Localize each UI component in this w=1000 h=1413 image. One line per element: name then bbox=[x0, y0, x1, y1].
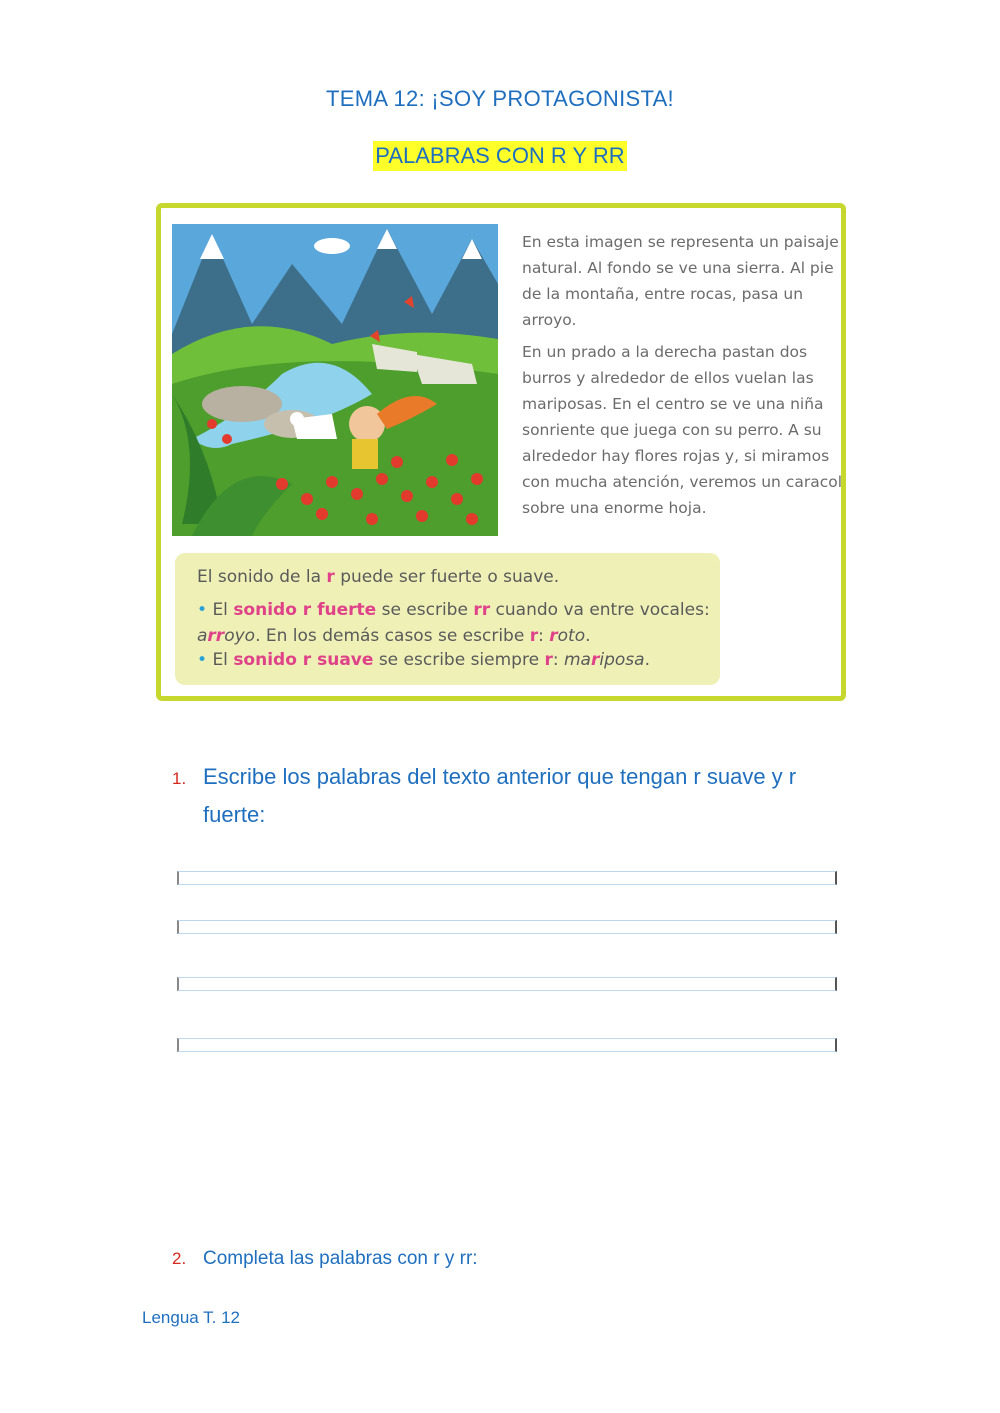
question-2-text: Completa las palabras con r y rr: bbox=[203, 1248, 478, 1269]
story-paragraph-2: En un prado a la derecha pastan dos burros y alrededor de ellos vuelan las mariposas. En el centro se ve una niña sonriente que juega con su perro. A su alrededor hay flores rojas y, si miramos con mucha atención, veremos un caracol sobre una enorme hoja. bbox=[522, 343, 843, 517]
bullet-icon: • bbox=[197, 600, 208, 620]
question-2 bbox=[172, 1248, 478, 1270]
answer-input-2[interactable] bbox=[177, 920, 837, 934]
landscape-illustration bbox=[172, 224, 498, 536]
answer-input-4[interactable] bbox=[177, 1038, 837, 1052]
page-title: TEMA 12: ¡SOY PROTAGONISTA! bbox=[326, 86, 674, 111]
page-footer: Lengua T. 12 bbox=[142, 1308, 240, 1327]
rule-intro: El sonido de la r puede ser fuerte o suave. bbox=[197, 567, 560, 587]
answer-input-3[interactable] bbox=[177, 977, 837, 991]
question-2-number: 2. bbox=[172, 1249, 187, 1268]
question-1-number: 1. bbox=[172, 769, 187, 788]
answer-input-1[interactable] bbox=[177, 871, 837, 885]
story-text bbox=[522, 229, 842, 527]
page-subtitle: PALABRAS CON R Y RR bbox=[373, 141, 626, 171]
bullet-icon: • bbox=[197, 650, 208, 670]
rule-bullet-soft: • El sonido r suave se escribe siempre r: mariposa. bbox=[197, 650, 650, 670]
rule-bullet-strong: • El sonido r fuerte se escribe rr cuando va entre vocales: arroyo. En los demás casos se escribe r: roto. bbox=[197, 600, 710, 646]
question-1 bbox=[172, 758, 862, 834]
spelling-rule-box bbox=[175, 553, 720, 685]
story-paragraph-1: En esta imagen se representa un paisaje natural. Al fondo se ve una sierra. Al pie de la montaña, entre rocas, pasa un arroyo. bbox=[522, 233, 839, 329]
question-1-text: Escribe los palabras del texto anterior que tengan r suave y r fuerte: bbox=[203, 764, 797, 827]
